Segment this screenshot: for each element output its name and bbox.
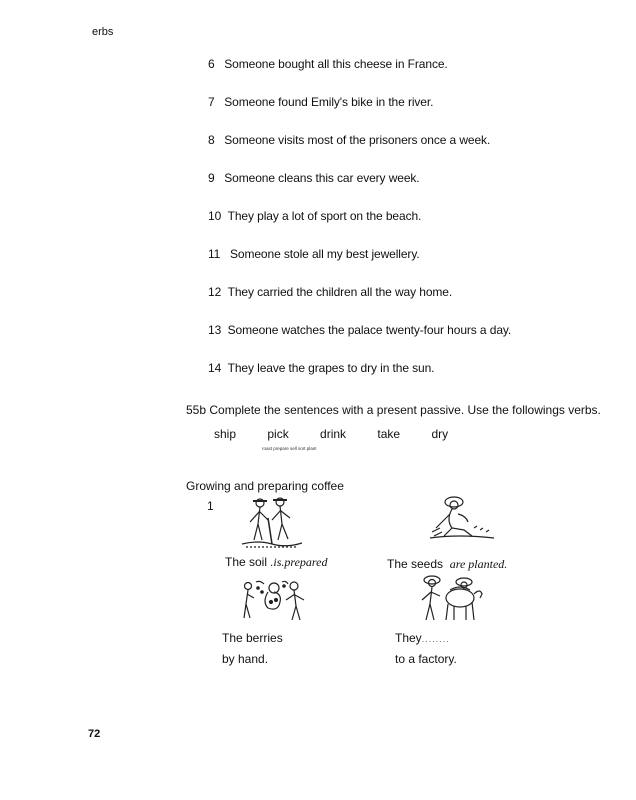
exercise-instruction: 55b Complete the sentences with a present passive. Use the followings verbs.: [186, 403, 601, 417]
seeds-caption: [387, 557, 507, 572]
verb-item: pick: [267, 427, 289, 441]
digging-farmers-illustration: [238, 494, 306, 550]
soil-answer: .is.prepared: [270, 555, 328, 569]
running-header: erbs: [92, 26, 114, 38]
sentence-9: 9 Someone cleans this car every week.: [208, 171, 420, 185]
picking-berries-illustration: [238, 578, 310, 624]
berries-line2: by hand.: [222, 652, 269, 666]
sentence-13: 13 Someone watches the palace twenty-four hours a day.: [208, 323, 512, 337]
verb-list: [214, 427, 476, 441]
planting-farmer-illustration: [428, 492, 498, 542]
sentence-14: 14 They leave the grapes to dry in the sun.: [208, 361, 435, 375]
verb-item: dry: [431, 427, 449, 441]
verb-item: drink: [320, 427, 347, 441]
seeds-label: The seeds: [387, 557, 444, 571]
donkey-transport-illustration: [412, 574, 486, 626]
section-title: Growing and preparing coffee: [186, 479, 344, 493]
sentence-12: 12 They carried the children all the way home.: [208, 285, 453, 299]
berries-label: The berries: [222, 631, 283, 645]
seeds-answer: are planted.: [449, 557, 508, 571]
they-caption: [395, 631, 450, 645]
sentence-10: 10 They play a lot of sport on the beach.: [208, 209, 422, 223]
they-dots: ........: [421, 634, 450, 644]
sentence-6: 6 Someone bought all this cheese in France.: [208, 57, 448, 71]
sentence-7: 7 Someone found Emily's bike in the river.: [208, 95, 434, 109]
soil-caption: [225, 555, 327, 570]
verb-item: ship: [214, 427, 237, 441]
soil-label: The soil: [225, 555, 268, 569]
small-print-verbs: roast prepare sell sort plant: [262, 446, 317, 451]
sentence-11: 11 Someone stole all my best jewellery.: [208, 247, 420, 261]
sentence-8: 8 Someone visits most of the prisoners once a week.: [208, 133, 491, 147]
page-number: 72: [88, 728, 101, 740]
they-line2: to a factory.: [395, 652, 457, 666]
verb-item: take: [377, 427, 401, 441]
item-number: 1: [207, 499, 214, 513]
they-label: They: [395, 631, 422, 645]
